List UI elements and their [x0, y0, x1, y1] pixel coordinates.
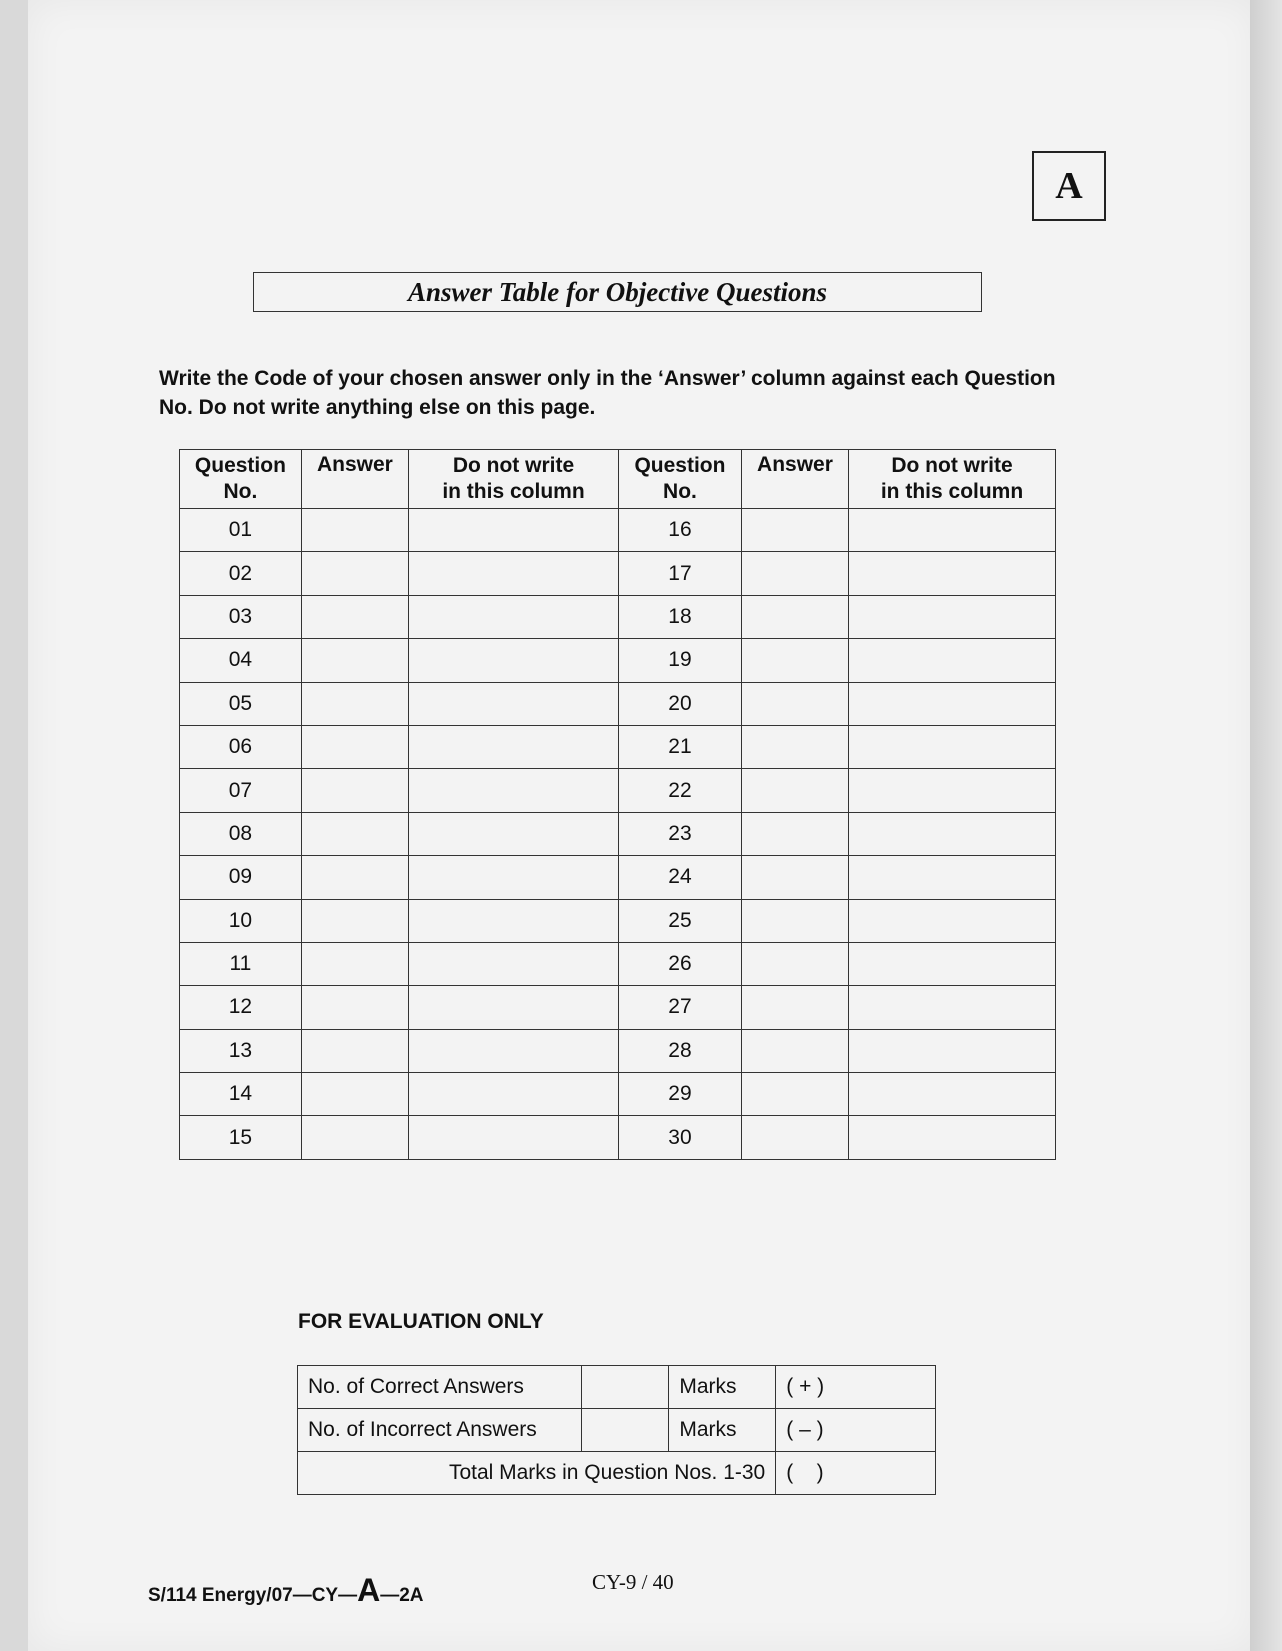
- answer-table-row: [180, 986, 1056, 1029]
- total-marks-field[interactable]: ( ): [776, 1452, 936, 1495]
- answer-cell[interactable]: [301, 725, 408, 768]
- question-number: 15: [180, 1116, 302, 1159]
- answer-cell[interactable]: [301, 595, 408, 638]
- answer-table-row: [180, 682, 1056, 725]
- answer-header: Answer: [741, 450, 848, 509]
- answer-cell[interactable]: [741, 725, 848, 768]
- do-not-write-cell: [408, 986, 618, 1029]
- do-not-write-cell: [849, 1073, 1056, 1116]
- do-not-write-cell: [849, 769, 1056, 812]
- answer-table-body: [180, 509, 1056, 1160]
- do-not-write-cell: [849, 682, 1056, 725]
- question-number: 01: [180, 509, 302, 552]
- question-number: 16: [619, 509, 742, 552]
- do-not-write-cell: [408, 942, 618, 985]
- answer-table-row: [180, 812, 1056, 855]
- question-number: 21: [619, 725, 742, 768]
- question-number: 09: [180, 856, 302, 899]
- question-number: 23: [619, 812, 742, 855]
- incorrect-answers-label: No. of Incorrect Answers: [298, 1409, 582, 1452]
- negative-marks-field[interactable]: ( – ): [776, 1409, 936, 1452]
- answer-cell[interactable]: [301, 899, 408, 942]
- answer-table-row: [180, 509, 1056, 552]
- answer-cell[interactable]: [741, 639, 848, 682]
- question-number: 25: [619, 899, 742, 942]
- question-number: 04: [180, 639, 302, 682]
- question-number: 27: [619, 986, 742, 1029]
- question-number: 26: [619, 942, 742, 985]
- do-not-write-header: Do not write in this column: [849, 450, 1056, 509]
- answer-cell[interactable]: [741, 509, 848, 552]
- answer-cell[interactable]: [301, 942, 408, 985]
- question-number: 17: [619, 552, 742, 595]
- answer-table-row: [180, 725, 1056, 768]
- question-no-header: Question No.: [619, 450, 742, 509]
- answer-table-row: [180, 899, 1056, 942]
- do-not-write-cell: [408, 899, 618, 942]
- question-number: 22: [619, 769, 742, 812]
- question-number: 29: [619, 1073, 742, 1116]
- incorrect-answers-count-field[interactable]: [581, 1409, 669, 1452]
- do-not-write-cell: [849, 899, 1056, 942]
- answer-cell[interactable]: [741, 986, 848, 1029]
- answer-cell[interactable]: [741, 899, 848, 942]
- do-not-write-cell: [849, 595, 1056, 638]
- question-number: 07: [180, 769, 302, 812]
- answer-cell[interactable]: [741, 942, 848, 985]
- answer-header: Answer: [301, 450, 408, 509]
- do-not-write-cell: [408, 812, 618, 855]
- answer-cell[interactable]: [301, 812, 408, 855]
- question-number: 20: [619, 682, 742, 725]
- do-not-write-cell: [408, 682, 618, 725]
- do-not-write-cell: [849, 509, 1056, 552]
- page-title: Answer Table for Objective Questions: [253, 272, 982, 312]
- answer-table-row: [180, 639, 1056, 682]
- question-number: 14: [180, 1073, 302, 1116]
- question-number: 13: [180, 1029, 302, 1072]
- positive-marks-field[interactable]: ( + ): [776, 1366, 936, 1409]
- answer-cell[interactable]: [741, 595, 848, 638]
- evaluation-title: FOR EVALUATION ONLY: [298, 1310, 544, 1333]
- do-not-write-cell: [408, 639, 618, 682]
- question-number: 06: [180, 725, 302, 768]
- answer-table-row: [180, 595, 1056, 638]
- do-not-write-cell: [408, 1073, 618, 1116]
- answer-table: [179, 449, 1056, 1160]
- do-not-write-cell: [408, 1116, 618, 1159]
- answer-cell[interactable]: [301, 1116, 408, 1159]
- answer-cell[interactable]: [301, 856, 408, 899]
- do-not-write-cell: [408, 595, 618, 638]
- do-not-write-cell: [408, 552, 618, 595]
- answer-cell[interactable]: [301, 986, 408, 1029]
- question-no-header: Question No.: [180, 450, 302, 509]
- question-number: 24: [619, 856, 742, 899]
- do-not-write-cell: [849, 1116, 1056, 1159]
- do-not-write-cell: [849, 552, 1056, 595]
- answer-table-header: [180, 450, 1056, 509]
- question-number: 30: [619, 1116, 742, 1159]
- answer-table-row: [180, 552, 1056, 595]
- answer-cell[interactable]: [301, 682, 408, 725]
- question-number: 03: [180, 595, 302, 638]
- do-not-write-cell: [408, 509, 618, 552]
- answer-cell[interactable]: [301, 769, 408, 812]
- do-not-write-cell: [408, 769, 618, 812]
- question-number: 10: [180, 899, 302, 942]
- do-not-write-cell: [849, 942, 1056, 985]
- do-not-write-cell: [849, 856, 1056, 899]
- answer-cell[interactable]: [741, 1073, 848, 1116]
- answer-cell[interactable]: [741, 682, 848, 725]
- answer-cell[interactable]: [741, 769, 848, 812]
- answer-cell[interactable]: [741, 1116, 848, 1159]
- do-not-write-cell: [849, 725, 1056, 768]
- answer-cell[interactable]: [301, 1029, 408, 1072]
- paper-code: [148, 1572, 424, 1609]
- answer-cell[interactable]: [741, 1029, 848, 1072]
- total-marks-label: Total Marks in Question Nos. 1-30: [298, 1452, 776, 1495]
- do-not-write-header: Do not write in this column: [408, 450, 618, 509]
- question-number: 12: [180, 986, 302, 1029]
- correct-answers-count-field[interactable]: [581, 1366, 669, 1409]
- do-not-write-cell: [849, 812, 1056, 855]
- paper-code-letter: A: [357, 1572, 381, 1608]
- question-number: 11: [180, 942, 302, 985]
- question-number: 19: [619, 639, 742, 682]
- total-marks-row: [298, 1452, 936, 1495]
- answer-table-row: [180, 1073, 1056, 1116]
- page-reference: CY-9 / 40: [592, 1570, 674, 1594]
- page-edge: [1250, 0, 1282, 1651]
- correct-answers-row: [298, 1366, 936, 1409]
- do-not-write-cell: [849, 639, 1056, 682]
- answer-cell[interactable]: [741, 812, 848, 855]
- answer-cell[interactable]: [741, 552, 848, 595]
- do-not-write-cell: [849, 986, 1056, 1029]
- question-number: 18: [619, 595, 742, 638]
- answer-cell[interactable]: [741, 856, 848, 899]
- version-box: A: [1032, 151, 1106, 221]
- evaluation-table: [297, 1365, 936, 1495]
- marks-label: Marks: [669, 1409, 776, 1452]
- answer-table-row: [180, 1116, 1056, 1159]
- incorrect-answers-row: [298, 1409, 936, 1452]
- do-not-write-cell: [408, 725, 618, 768]
- do-not-write-cell: [408, 1029, 618, 1072]
- marks-label: Marks: [669, 1366, 776, 1409]
- answer-cell[interactable]: [301, 1073, 408, 1116]
- instructions: Write the Code of your chosen answer only in the ‘Answer’ column against each Question No. Do not write anything else on this page.: [159, 367, 1056, 419]
- question-number: 08: [180, 812, 302, 855]
- answer-table-row: [180, 1029, 1056, 1072]
- paper-code-suffix: —2A: [380, 1585, 424, 1606]
- answer-table-row: [180, 942, 1056, 985]
- answer-cell[interactable]: [301, 552, 408, 595]
- do-not-write-cell: [408, 856, 618, 899]
- question-number: 02: [180, 552, 302, 595]
- do-not-write-cell: [849, 1029, 1056, 1072]
- question-number: 05: [180, 682, 302, 725]
- answer-table-row: [180, 856, 1056, 899]
- answer-cell[interactable]: [301, 639, 408, 682]
- answer-cell[interactable]: [301, 509, 408, 552]
- question-number: 28: [619, 1029, 742, 1072]
- correct-answers-label: No. of Correct Answers: [298, 1366, 582, 1409]
- answer-table-row: [180, 769, 1056, 812]
- paper-code-prefix: S/114 Energy/07—CY—: [148, 1585, 358, 1606]
